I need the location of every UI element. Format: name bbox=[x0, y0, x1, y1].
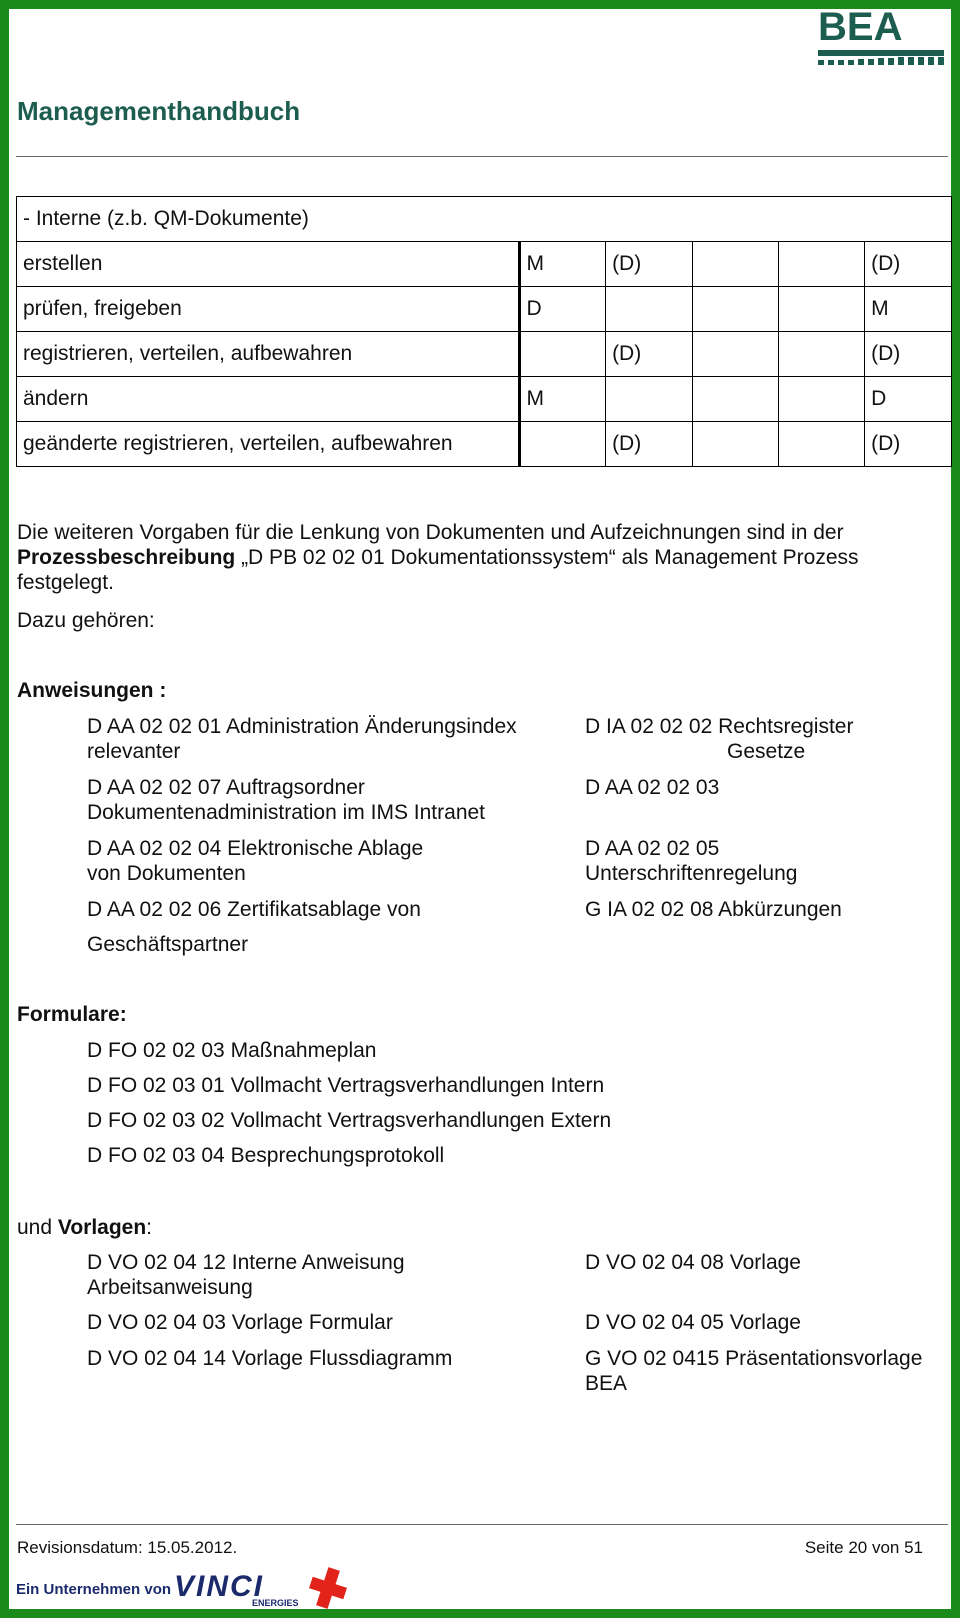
energies-label: ENERGIES bbox=[252, 1598, 299, 1608]
vorlage-item: D VO 02 04 14 Vorlage Flussdiagramm bbox=[87, 1347, 453, 1370]
role-cell: (D) bbox=[865, 332, 952, 377]
role-cell bbox=[606, 377, 693, 422]
formular-item: D FO 02 03 02 Vollmacht Vertragsverhandlungen Extern bbox=[87, 1109, 612, 1132]
table-row bbox=[17, 287, 952, 332]
svg-text:BEA: BEA bbox=[818, 8, 903, 49]
row-label: erstellen bbox=[17, 242, 520, 287]
anweisung-item: Gesetze bbox=[727, 740, 806, 763]
table-heading: - Interne (z.b. QM-Dokumente) bbox=[17, 197, 952, 242]
vorlagen-suffix: : bbox=[146, 1216, 153, 1239]
role-cell bbox=[692, 332, 778, 377]
role-cell bbox=[692, 287, 778, 332]
table-row bbox=[17, 377, 952, 422]
responsibility-table bbox=[16, 196, 952, 467]
anweisung-item: D AA 02 02 01 Administration Änderungsindex relevanter bbox=[87, 715, 517, 763]
formular-item: D FO 02 03 04 Besprechungsprotokoll bbox=[87, 1144, 445, 1167]
role-cell bbox=[519, 332, 606, 377]
row-label: geänderte registrieren, verteilen, aufbewahren bbox=[17, 422, 520, 467]
role-cell: (D) bbox=[606, 242, 693, 287]
vorlagen-prefix: und bbox=[17, 1216, 58, 1239]
vorlagen-label: Vorlagen bbox=[57, 1216, 147, 1239]
role-cell bbox=[606, 287, 693, 332]
vinci-cross-icon bbox=[308, 1566, 348, 1610]
page-title: Managementhandbuch bbox=[17, 96, 301, 126]
vorlage-item: D VO 02 04 05 Vorlage bbox=[585, 1311, 801, 1334]
vinci-logo bbox=[16, 1566, 346, 1610]
anweisung-item: D AA 02 02 06 Zertifikatsablage von bbox=[87, 898, 421, 921]
role-cell: (D) bbox=[606, 332, 693, 377]
role-cell: (D) bbox=[865, 422, 952, 467]
role-cell bbox=[779, 422, 865, 467]
role-cell bbox=[779, 242, 865, 287]
dazu-text: Dazu gehören: bbox=[17, 609, 155, 632]
formular-item: D FO 02 02 03 Maßnahmeplan bbox=[87, 1039, 377, 1062]
table-row bbox=[17, 422, 952, 467]
intro-bold: Prozessbeschreibung bbox=[17, 546, 236, 569]
role-cell: M bbox=[519, 242, 606, 287]
intro-line-1: Die weiteren Vorgaben für die Lenkung von Dokumenten und Aufzeichnungen sind in der bbox=[17, 521, 844, 544]
intro-line-2-rest: „D PB 02 02 01 Dokumentationssystem“ als Management Prozess bbox=[235, 546, 859, 569]
table-heading-row bbox=[17, 197, 952, 242]
vorlage-item: D VO 02 04 03 Vorlage Formular bbox=[87, 1311, 393, 1334]
role-cell: D bbox=[865, 377, 952, 422]
revision-date: Revisionsdatum: 15.05.2012. bbox=[17, 1538, 238, 1557]
anweisung-item: G IA 02 02 08 Abkürzungen bbox=[585, 898, 842, 921]
vorlage-item: D VO 02 04 12 Interne Anweisung Arbeitsanweisung bbox=[87, 1251, 405, 1299]
role-cell bbox=[779, 332, 865, 377]
vorlage-item: D VO 02 04 08 Vorlage bbox=[585, 1251, 801, 1274]
formulare-heading: Formulare: bbox=[17, 1003, 127, 1026]
anweisung-item: D AA 02 02 05 Unterschriftenregelung bbox=[585, 837, 798, 885]
role-cell: D bbox=[519, 287, 606, 332]
role-cell bbox=[692, 422, 778, 467]
anweisung-item: D AA 02 02 03 bbox=[585, 776, 720, 799]
role-cell bbox=[692, 377, 778, 422]
anweisung-item: D AA 02 02 07 Auftragsordner Dokumentenadministration im IMS Intranet bbox=[87, 776, 486, 824]
role-cell: M bbox=[865, 287, 952, 332]
page-number: Seite 20 von 51 bbox=[804, 1538, 923, 1557]
intro-paragraph bbox=[17, 520, 947, 595]
company-line: Ein Unternehmen von bbox=[16, 1581, 172, 1598]
table-row bbox=[17, 332, 952, 377]
table-row bbox=[17, 242, 952, 287]
anweisung-item: D IA 02 02 02 Rechtsregister bbox=[585, 715, 854, 738]
role-cell: (D) bbox=[865, 242, 952, 287]
role-cell: M bbox=[519, 377, 606, 422]
role-cell bbox=[519, 422, 606, 467]
row-label: ändern bbox=[17, 377, 520, 422]
role-cell bbox=[692, 242, 778, 287]
bea-logo bbox=[816, 8, 946, 68]
formular-item: D FO 02 03 01 Vollmacht Vertragsverhandlungen Intern bbox=[87, 1074, 605, 1097]
intro-line-3: festgelegt. bbox=[17, 571, 114, 594]
role-cell: (D) bbox=[606, 422, 693, 467]
header-divider bbox=[16, 156, 948, 157]
anweisung-item: Geschäftspartner bbox=[87, 933, 249, 956]
anweisung-item: D AA 02 02 04 Elektronische Ablage von Dokumenten bbox=[87, 837, 424, 885]
vorlage-item: G VO 02 0415 Präsentationsvorlage BEA bbox=[585, 1347, 923, 1395]
intro-line-2 bbox=[17, 545, 947, 570]
role-cell bbox=[779, 377, 865, 422]
anweisungen-heading: Anweisungen : bbox=[17, 679, 167, 702]
vinci-wordmark: VINCI bbox=[174, 1570, 265, 1603]
role-cell bbox=[779, 287, 865, 332]
vorlagen-heading bbox=[17, 1215, 152, 1240]
footer-divider bbox=[16, 1524, 948, 1525]
row-label: prüfen, freigeben bbox=[17, 287, 520, 332]
row-label: registrieren, verteilen, aufbewahren bbox=[17, 332, 520, 377]
